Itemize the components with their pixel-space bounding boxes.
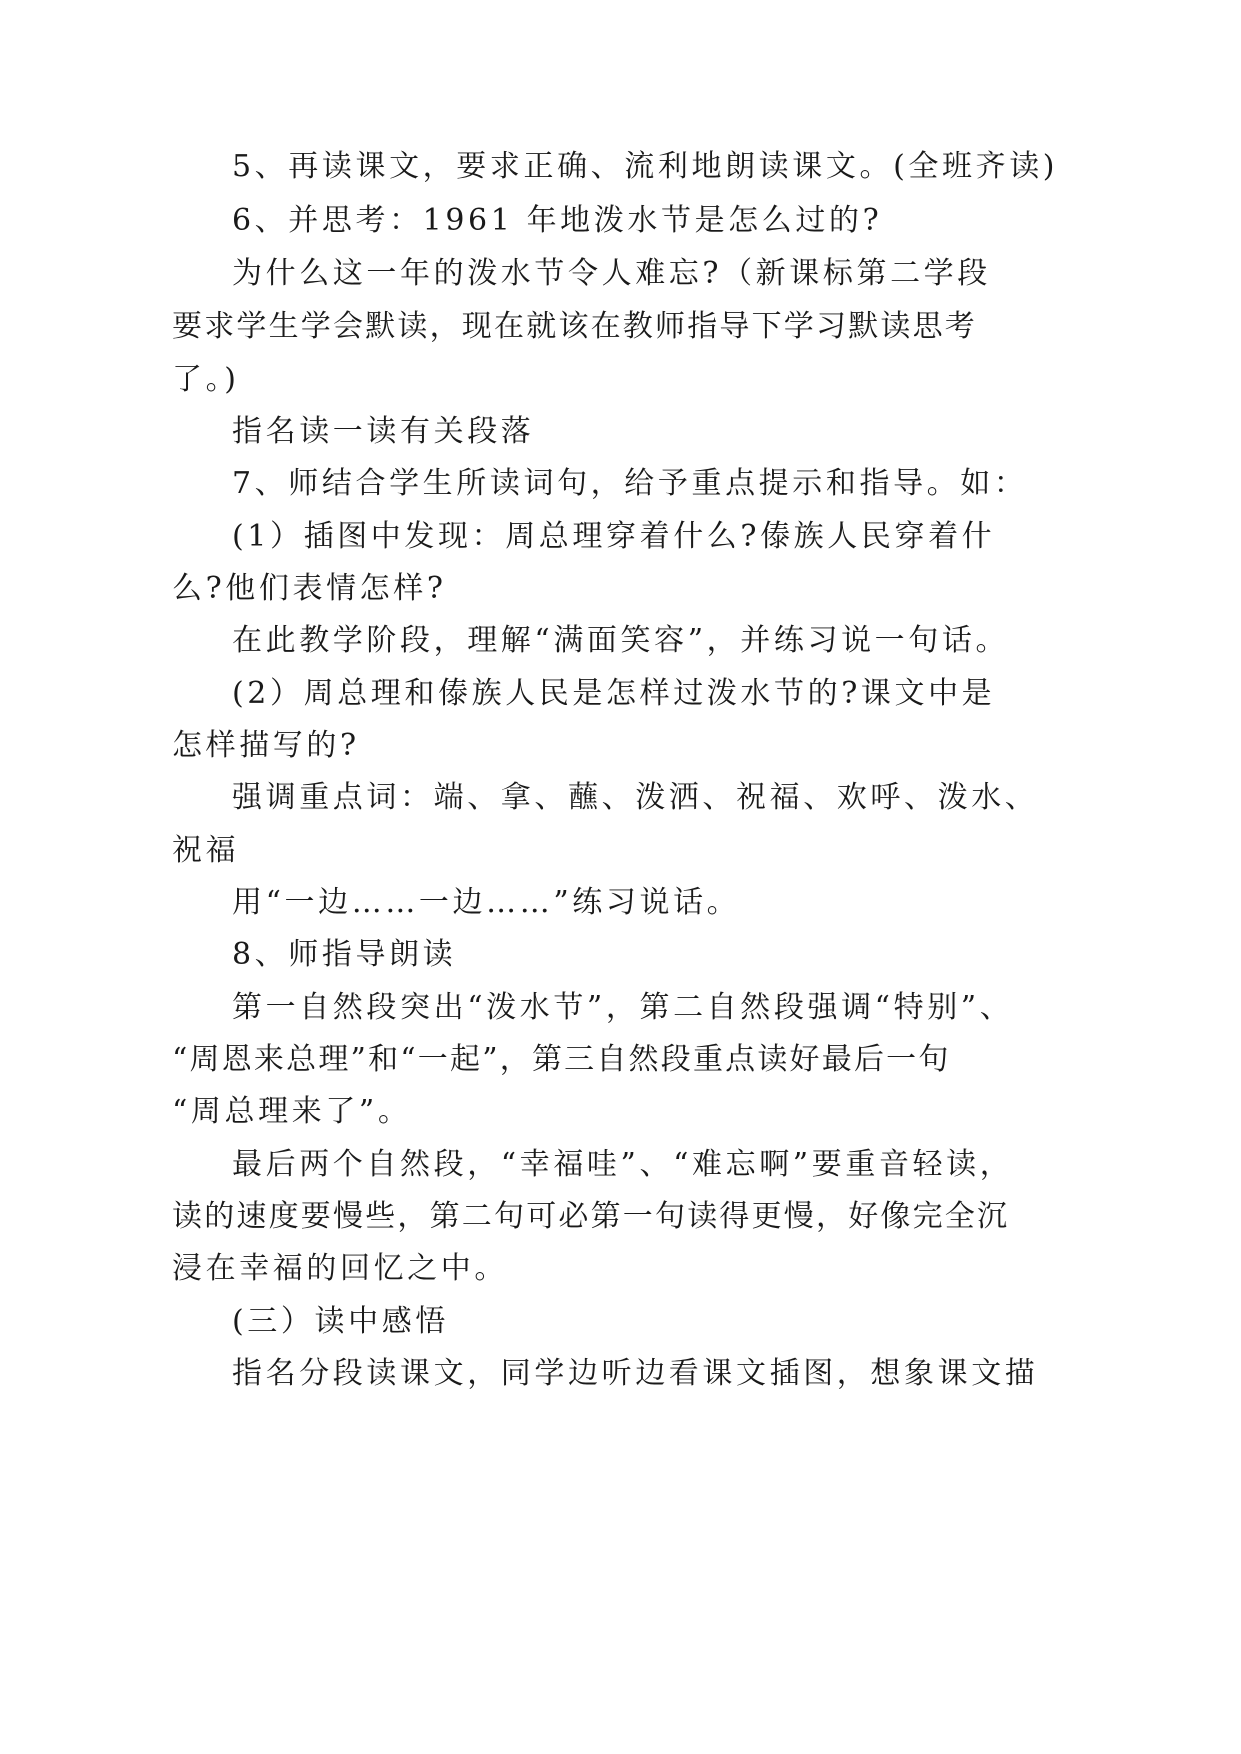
text-line: 7、师结合学生所读词句，给予重点提示和指导。如： xyxy=(232,466,1028,501)
text-line: 强调重点词：端、拿、蘸、泼洒、祝福、欢呼、泼水、 xyxy=(232,780,1039,815)
text-line: 在此教学阶段，理解“满面笑容”，并练习说一句话。 xyxy=(232,623,1010,658)
text-line: 最后两个自然段，“幸福哇”、“难忘啊”要重音轻读， xyxy=(232,1147,1014,1182)
text-line: 8、师指导朗读 xyxy=(232,937,457,972)
text-line: 浸在幸福的回忆之中。 xyxy=(172,1251,508,1286)
text-line: 怎样描写的? xyxy=(172,728,360,763)
text-line: 用“一边……一边……”练习说话。 xyxy=(232,885,741,920)
text-line: 第一自然段突出“泼水节”，第二自然段强调“特别”、 xyxy=(232,990,1014,1025)
text-line: (2）周总理和傣族人民是怎样过泼水节的?课文中是 xyxy=(232,676,996,711)
text-line: 6、并思考：1961 年地泼水节是怎么过的? xyxy=(232,203,883,238)
text-line: 要求学生学会默读，现在就该在教师指导下学习默读思考 xyxy=(172,309,977,344)
text-line: 指名分段读课文，同学边听边看课文插图，想象课文描 xyxy=(232,1356,1039,1391)
text-line: 么?他们表情怎样? xyxy=(172,571,447,606)
text-line: 指名读一读有关段落 xyxy=(232,414,535,449)
text-line: 读的速度要慢些，第二句可必第一句读得更慢，好像完全沉 xyxy=(172,1199,1010,1234)
text-line: 5、再读课文，要求正确、流利地朗读课文。(全班齐读) xyxy=(232,149,1059,184)
text-line: (1）插图中发现：周总理穿着什么?傣族人民穿着什 xyxy=(232,519,996,554)
text-line: “周总理来了”。 xyxy=(172,1094,412,1129)
text-line: 为什么这一年的泼水节令人难忘?（新课标第二学段 xyxy=(232,256,991,291)
text-line: (三）读中感悟 xyxy=(232,1304,449,1339)
text-line: “周恩来总理”和“一起”，第三自然段重点读好最后一句 xyxy=(172,1042,951,1077)
text-line: 了。) xyxy=(172,362,240,397)
text-line: 祝福 xyxy=(172,833,240,868)
